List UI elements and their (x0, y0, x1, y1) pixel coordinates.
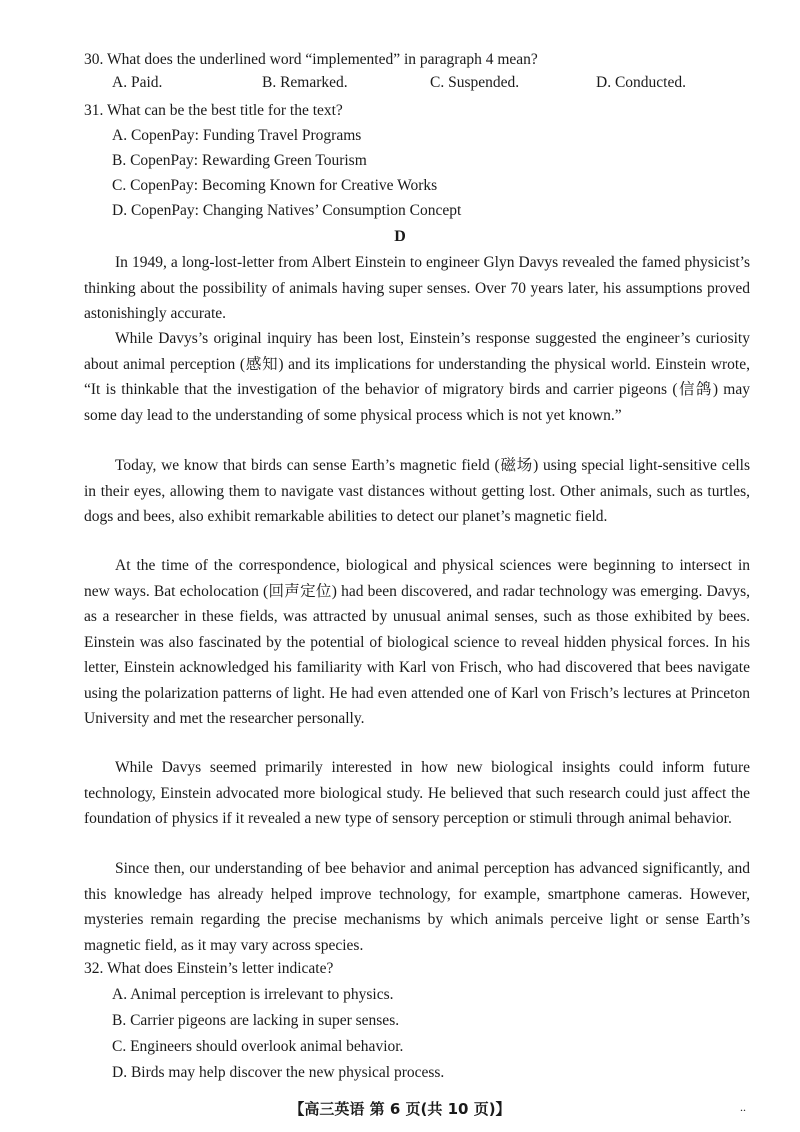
passage-paragraph-1: In 1949, a long-lost-letter from Albert Einstein to engineer Glyn Davys revealed the famed physicist’s thinking about the possibility of animals having super senses. Over 70 years later, his assumptions proved astonishingly accurate. (84, 254, 750, 322)
question-32-option-c: C. Engineers should overlook animal behavior. (112, 1038, 404, 1055)
passage-paragraph-5: While Davys seemed primarily interested in how new biological insights could inform future technology, Einstein advocated more biological study. He believed that such research could just affect the foundation of physics if it revealed a new type of sensory perception or stimuli through animal behavior. (84, 759, 750, 827)
question-30-option-c: C. Suspended. (430, 74, 520, 91)
question-30-stem: 30. What does the underlined word “implemented” in paragraph 4 mean? (84, 51, 538, 68)
question-30-options (112, 72, 752, 94)
question-32-option-b: B. Carrier pigeons are lacking in super senses. (112, 1012, 400, 1029)
question-31-stem: 31. What can be the best title for the text? (84, 102, 343, 119)
question-31-option-d: D. CopenPay: Changing Natives’ Consumption Concept (112, 202, 462, 219)
question-30-option-a: A. Paid. (112, 74, 163, 91)
passage-paragraph-6: Since then, our understanding of bee behavior and animal perception has advanced significantly, and this knowledge has already helped improve technology, for example, smartphone cameras. However, mysteries remain regarding the precise mechanisms by which animals perceive light or sense Earth’s magnetic field, as it may vary across species. (84, 860, 750, 954)
question-30-option-d: D. Conducted. (596, 74, 686, 91)
question-32-stem: 32. What does Einstein’s letter indicate? (84, 960, 334, 977)
question-32-option-a: A. Animal perception is irrelevant to physics. (112, 986, 394, 1003)
question-31-option-b: B. CopenPay: Rewarding Green Tourism (112, 152, 367, 169)
passage-paragraph-2: While Davys’s original inquiry has been lost, Einstein’s response suggested the engineer’s curiosity about animal perception (感知) and its implications for understanding the physical world. Einstein wrote, “It is thinkable that the investigation of the behavior of migratory birds and carrier pigeons (信鸽) may some day lead to the understanding of some physical process which is not yet known.” (84, 330, 750, 424)
question-31-option-a: A. CopenPay: Funding Travel Programs (112, 127, 362, 144)
passage-paragraph-4: At the time of the correspondence, biological and physical sciences were beginning to intersect in new ways. Bat echolocation (回声定位) had been discovered, and radar technology was emerging. Davys, as a researcher in these fields, was attracted by unusual animal senses, such as those exhibited by bees. Einstein was also fascinated by the potential of biological science to reveal hidden physical forces. In his letter, Einstein acknowledged his familiarity with Karl von Frisch, who had discovered that bees navigate using the polarization patterns of light. He had even attended one of Karl von Frisch’s lectures at Princeton University and met the researcher personally. (84, 557, 750, 727)
section-heading: D (394, 228, 406, 245)
question-32-option-d: D. Birds may help discover the new physical process. (112, 1064, 445, 1081)
question-31-option-c: C. CopenPay: Becoming Known for Creative Works (112, 177, 438, 194)
corner-mark: .. (740, 1100, 746, 1114)
passage-paragraph-3: Today, we know that birds can sense Earth’s magnetic field (磁场) using special light-sensitive cells in their eyes, allowing them to navigate vast distances without getting lost. Other animals, such as turtles, dogs and bees, also exhibit remarkable abilities to detect our planet’s magnetic field. (84, 457, 750, 525)
question-30-option-b: B. Remarked. (262, 74, 348, 91)
page-footer: 【高三英语 第 6 页(共 10 页)】 (289, 1100, 511, 1118)
